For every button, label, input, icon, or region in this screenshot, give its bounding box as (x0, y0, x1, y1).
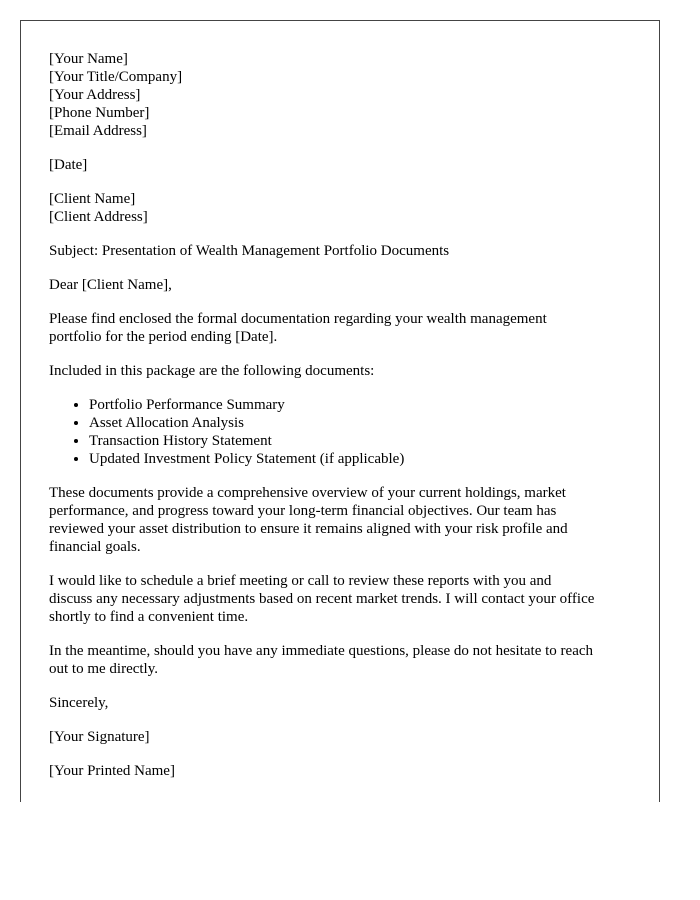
sender-email: [Email Address] (49, 123, 147, 139)
subject-line: Subject: Presentation of Wealth Management Portfolio Documents (49, 243, 450, 259)
overview-paragraph (49, 484, 639, 556)
paragraph-line: performance, and progress toward your long-term financial objectives. Our team has (49, 503, 557, 519)
list-item: • Updated Investment Policy Statement (if applicable) (89, 450, 639, 468)
salutation: Dear [Client Name], (49, 277, 172, 293)
paragraph-line: shortly to find a convenient time. (49, 609, 249, 625)
sender-phone: [Phone Number] (49, 105, 150, 121)
sender-title-company: [Your Title/Company] (49, 69, 183, 85)
signature: [Your Signature] (49, 729, 150, 745)
letter-body (49, 50, 639, 780)
sender-name: [Your Name] (49, 51, 128, 67)
documents-list (49, 396, 639, 468)
paragraph-line: These documents provide a comprehensive overview of your current holdings, market (49, 485, 566, 501)
paragraph-line: financial goals. (49, 539, 141, 555)
client-address: [Client Address] (49, 209, 148, 225)
paragraph-line: I would like to schedule a brief meeting or call to review these reports with you and (49, 573, 552, 589)
printed-name: [Your Printed Name] (49, 763, 175, 779)
paragraph-line: out to me directly. (49, 661, 158, 677)
paragraph-line: portfolio for the period ending [Date]. (49, 329, 278, 345)
questions-paragraph (49, 642, 639, 678)
list-item: • Asset Allocation Analysis (89, 414, 639, 432)
sender-address: [Your Address] (49, 87, 141, 103)
closing: Sincerely, (49, 695, 109, 711)
package-intro: Included in this package are the following documents: (49, 363, 375, 379)
list-item: • Portfolio Performance Summary (89, 396, 639, 414)
intro-paragraph (49, 310, 639, 346)
paragraph-line: reviewed your asset distribution to ensure it remains aligned with your risk profile and (49, 521, 568, 537)
letter-page (20, 20, 660, 802)
sender-block (49, 50, 639, 140)
list-item: • Transaction History Statement (89, 432, 639, 450)
letter-date: [Date] (49, 157, 88, 173)
meeting-paragraph (49, 572, 639, 626)
paragraph-line: Please find enclosed the formal documentation regarding your wealth management (49, 311, 547, 327)
client-name: [Client Name] (49, 191, 136, 207)
paragraph-line: discuss any necessary adjustments based on recent market trends. I will contact your office (49, 591, 595, 607)
paragraph-line: In the meantime, should you have any immediate questions, please do not hesitate to reach (49, 643, 594, 659)
client-block (49, 190, 639, 226)
